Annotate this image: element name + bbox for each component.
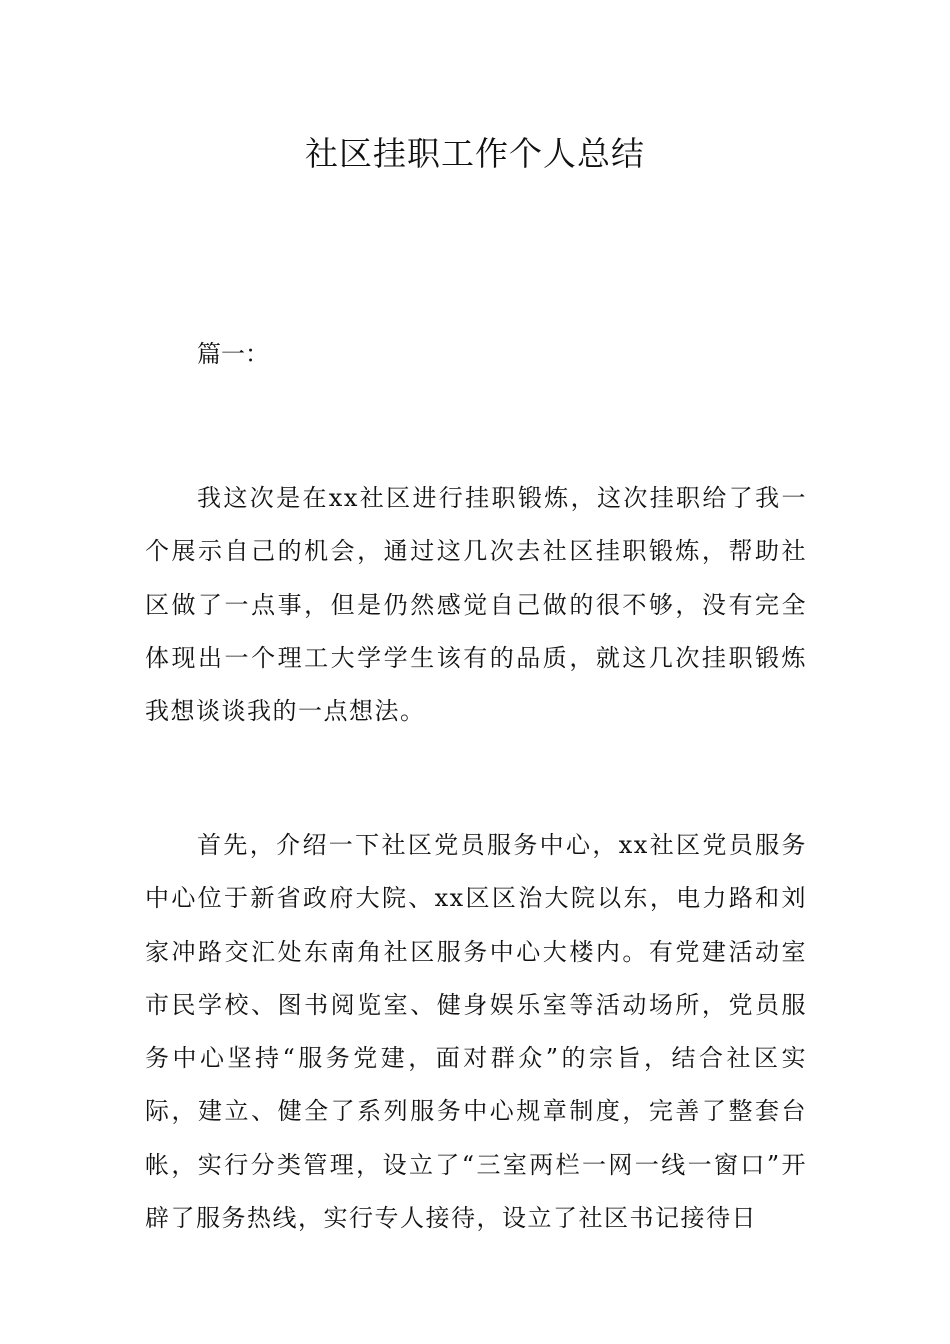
section-label: 篇一： <box>197 340 269 368</box>
document-title: 社区挂职工作个人总结 <box>305 134 645 173</box>
paragraph-1: 我这次是在xx社区进行挂职锻炼，这次挂职给了我一个展示自己的机会，通过这几次去社区挂职锻炼，帮助社区做了一点事，但是仍然感觉自己做的很不够，没有完全体现出一个理工大学学生该有的品质，就这几次挂职锻炼我想谈谈我的一点想法。 <box>145 484 807 726</box>
paragraph-2: 首先，介绍一下社区党员服务中心，xx社区党员服务中心位于新省政府大院、xx区区治大院以东，电力路和刘家冲路交汇处东南角社区服务中心大楼内。有党建活动室市民学校、图书阅览室、健身娱乐室等活动场所，党员服务中心坚持“服务党建，面对群众”的宗旨，结合社区实际，建立、健全了系列服务中心规章制度，完善了整套台帐，实行分类管理，设立了“三室两栏一网一线一窗口”开辟了服务热线，实行专人接待，设立了社区书记接待日 <box>145 831 807 1233</box>
